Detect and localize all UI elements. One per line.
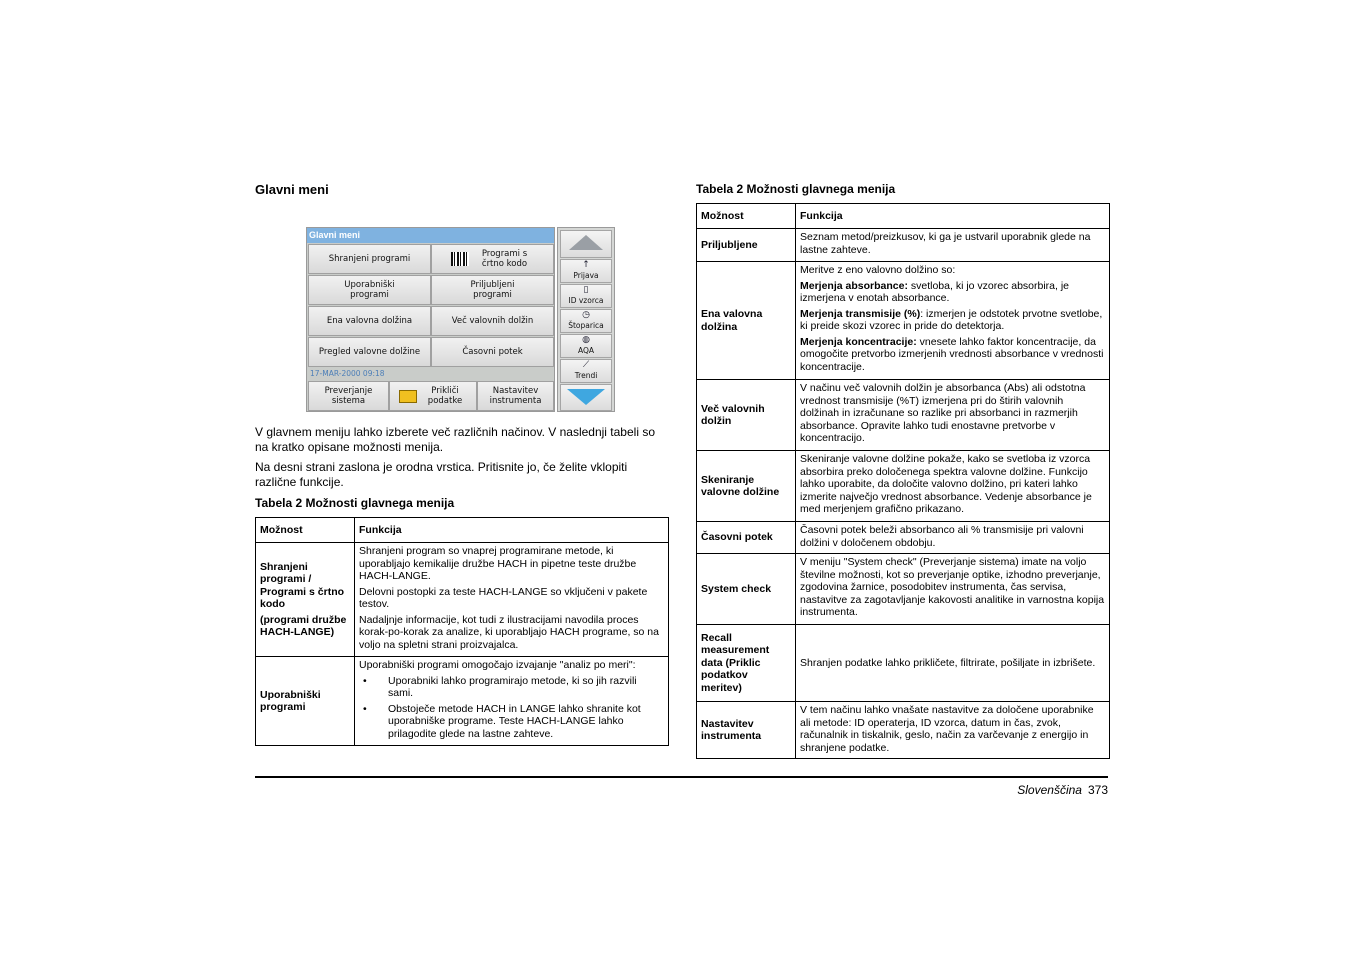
function-cell: Seznam metod/preizkusov, ki ga je ustvaril uporabnik glede na lastne zahteve.: [796, 229, 1110, 262]
table-header-row: [256, 518, 669, 543]
function-text: Nadaljnje informacije, kot tudi z ilustracijami navodila proces korak-po-korak za analize, ki uporabljajo HACH programe, so na voljo na spletni strani proizvajalca.: [359, 613, 659, 651]
footer-rule: [255, 776, 1108, 778]
function-cell: V načinu več valovnih dolžin je absorbanca (Abs) ali odstotna vrednost transmisije (%T) izmerjena pri do štirih valovnih dolžinah in izračunane so razlike pri absorbanci in razmerjih absorbance. Opravite lahko tudi enostavne pretvorbe v koncentracijo.: [796, 380, 1110, 451]
single-wavelength-button[interactable]: [308, 306, 431, 336]
arrow-down-icon: [567, 389, 605, 405]
function-text: Delovni postopki za teste HACH-LANGE so vključeni v pakete testov.: [359, 585, 648, 610]
option-cell: Nastavitev instrumenta: [697, 702, 796, 759]
button-label: Več valovnih dolžin: [451, 316, 534, 326]
trend-chart-icon: ⟋: [582, 360, 590, 370]
sample-id-button[interactable]: [560, 284, 612, 308]
table-caption-left: Tabela 2 Možnosti glavnega menija: [255, 496, 455, 510]
main-menu-screenshot: [306, 227, 615, 412]
table-row: [697, 702, 1110, 759]
screen-title: Glavni meni: [307, 228, 554, 243]
option-name: Shranjeni programi / Programi s črtno kodo: [260, 560, 345, 610]
button-label: Ena valovna dolžina: [326, 316, 413, 326]
arrow-up-icon: [569, 235, 603, 250]
toolbar-label: Trendi: [574, 371, 598, 380]
login-button[interactable]: [560, 259, 612, 283]
list-item: • Uporabniki lahko programirajo metode, ki so jih razvili sami.: [359, 675, 664, 700]
toolbar-label: AQA: [577, 346, 595, 355]
button-label: Priljubljeni programi: [470, 280, 515, 300]
time-course-button[interactable]: [431, 337, 554, 367]
option-cell: Več valovnih dolžin: [697, 380, 796, 451]
option-cell: Ena valovna dolžina: [697, 262, 796, 380]
toolbar-paragraph: Na desni strani zaslona je orodna vrstica. Pritisnite jo, če želite vklopiti različne funkcije.: [255, 460, 628, 489]
function-text: [800, 308, 1105, 333]
login-icon: ↑: [582, 260, 590, 270]
screen-toolbar: [557, 227, 615, 412]
user-programs-button[interactable]: [308, 275, 431, 305]
function-cell: V tem načinu lahko vnašate nastavitve za določene uporabnike ali metode: ID operaterja, ID vzorca, datum in čas, zvok, računalnik in tiskalnik, geslo, način za varčevanje z energijo in shranjene podatke.: [796, 702, 1110, 759]
option-note: (programi družbe HACH-LANGE): [260, 613, 347, 638]
button-label: Programi s črtno kodo: [481, 249, 528, 269]
toolbar-label: Prijava: [573, 271, 599, 280]
instrument-setup-button[interactable]: [477, 381, 554, 411]
table-row: [697, 229, 1110, 262]
table-row: [697, 451, 1110, 522]
option-cell: Priljubljene: [697, 229, 796, 262]
option-cell: Skeniranje valovne dolžine: [697, 451, 796, 522]
button-label: Časovni potek: [462, 347, 523, 357]
function-cell: Skeniranje valovne dolžine pokaže, kako se svetloba iz vzorca absorbira preko določenega spektra valovne dolžine. Funkcijo lahko uporabite, da določite valovno dolžino, pri kateri lahko izmerite največjo vrednost absorbance. Vedenje absorbance je med merjenjem grafično prikazano.: [796, 451, 1110, 522]
function-text: Meritve z eno valovno dolžino so:: [800, 264, 956, 276]
option-cell: Uporabniški programi: [256, 657, 355, 746]
sample-icon: ▯: [583, 285, 589, 295]
scroll-up-button[interactable]: [560, 230, 612, 258]
barcode-icon: [451, 252, 469, 266]
header-option: Možnost: [256, 518, 355, 543]
trends-button[interactable]: [560, 359, 612, 383]
favorite-programs-button[interactable]: [431, 275, 554, 305]
table-row: [697, 380, 1110, 451]
table-row: [697, 625, 1110, 702]
button-label: Nastavitev instrumenta: [489, 386, 542, 406]
screen-main-area: [306, 227, 555, 412]
bullet-list: [359, 675, 664, 741]
timer-icon: ◷: [582, 310, 590, 320]
options-table-left: [255, 517, 669, 746]
function-cell: [796, 262, 1110, 380]
button-label: Prikliči podatke: [427, 386, 463, 406]
button-label: Uporabniški programi: [344, 280, 395, 300]
term: Merjenja transmisije (%): [800, 307, 921, 320]
table-row: [697, 522, 1110, 554]
function-text: Shranjeni program so vnaprej programirane metode, ki uporabljajo kemikalije družbe HACH in pipetne teste družbe HACH-LANGE.: [359, 545, 637, 582]
aqa-button[interactable]: [560, 334, 612, 358]
timer-button[interactable]: [560, 309, 612, 333]
option-cell: Recall measurement data (Priklic podatkov meritev): [697, 625, 796, 702]
table-caption-right: Tabela 2 Možnosti glavnega menija: [696, 182, 896, 196]
term: Merjenja absorbance:: [800, 279, 908, 292]
screen-date: 17-MAR-2000 09:18: [310, 369, 385, 378]
term-text: vnesete lahko faktor koncentracije, da omogočite pretvorbo izmerjenih vrednosti absorbance v vrednosti koncentracije.: [800, 335, 1104, 373]
footer-language: Slovenščina: [1017, 783, 1082, 797]
function-text: [800, 280, 1105, 305]
table-row: [697, 262, 1110, 380]
function-cell: Shranjen podatke lahko prikličete, filtrirate, pošiljate in izbrišete.: [796, 625, 1110, 702]
toolbar-label: ID vzorca: [568, 296, 604, 305]
table-row: [256, 543, 669, 657]
function-text: Uporabniški programi omogočajo izvajanje "analiz po meri":: [359, 659, 636, 671]
folder-icon: [399, 390, 417, 403]
system-check-button[interactable]: [308, 381, 389, 411]
table-row: [256, 657, 669, 746]
table-row: [697, 554, 1110, 625]
barcode-programs-button[interactable]: [431, 244, 554, 274]
button-label: Preverjanje sistema: [324, 386, 373, 406]
term-text: svetloba, ki jo vzorec absorbira, je izmerjena v enotah absorbance.: [800, 279, 1070, 304]
button-label: Shranjeni programi: [328, 254, 411, 264]
function-cell: [355, 657, 669, 746]
table-header-row: [697, 204, 1110, 229]
intro-paragraph: V glavnem meniju lahko izberete več različnih načinov. V naslednji tabeli so na kratko opisane možnosti menija.: [255, 425, 655, 454]
button-label: Pregled valovne dolžine: [318, 347, 421, 357]
function-cell: V meniju "System check" (Preverjanje sistema) imate na voljo številne možnosti, kot so preverjanje optike, izhodno preverjanje, zgodovina žarnice, posodobitev instrumenta, čas servisa, nastavitve za zagotavljanje kakovosti analitike in varnostna kopija instrumenta.: [796, 554, 1110, 625]
options-table-right: [696, 203, 1110, 759]
function-text: [800, 336, 1105, 374]
term: Merjenja koncentracije:: [800, 335, 917, 348]
aqa-icon: ◍: [582, 335, 590, 345]
function-cell: Časovni potek beleži absorbanco ali % transmisije pri valovni dolžini v določenem obdobju.: [796, 522, 1110, 554]
header-option: Možnost: [697, 204, 796, 229]
header-function: Funkcija: [355, 518, 669, 543]
list-item: • Obstoječe metode HACH in LANGE lahko shranite kot uporabniške programe. Teste HACH-LANGE lahko prilagodite glede na lastne zahteve.: [359, 703, 664, 741]
section-title: Glavni meni: [255, 182, 329, 197]
option-cell: [256, 543, 355, 657]
multi-wavelength-button[interactable]: [431, 306, 554, 336]
option-cell: Časovni potek: [697, 522, 796, 554]
scroll-down-button[interactable]: [560, 384, 612, 411]
term-text: : izmerjen je odstotek prvotne svetlobe, ki preide skozi vzorec in pride do detektorja.: [800, 307, 1103, 332]
header-function: Funkcija: [796, 204, 1110, 229]
stored-programs-button[interactable]: [308, 244, 431, 274]
recall-data-button[interactable]: [389, 381, 477, 411]
page-number: 373: [1087, 783, 1108, 797]
option-cell: System check: [697, 554, 796, 625]
function-cell: [355, 543, 669, 657]
wavelength-scan-button[interactable]: [308, 337, 431, 367]
toolbar-label: Štoparica: [568, 321, 604, 330]
page-footer: [1017, 783, 1108, 797]
